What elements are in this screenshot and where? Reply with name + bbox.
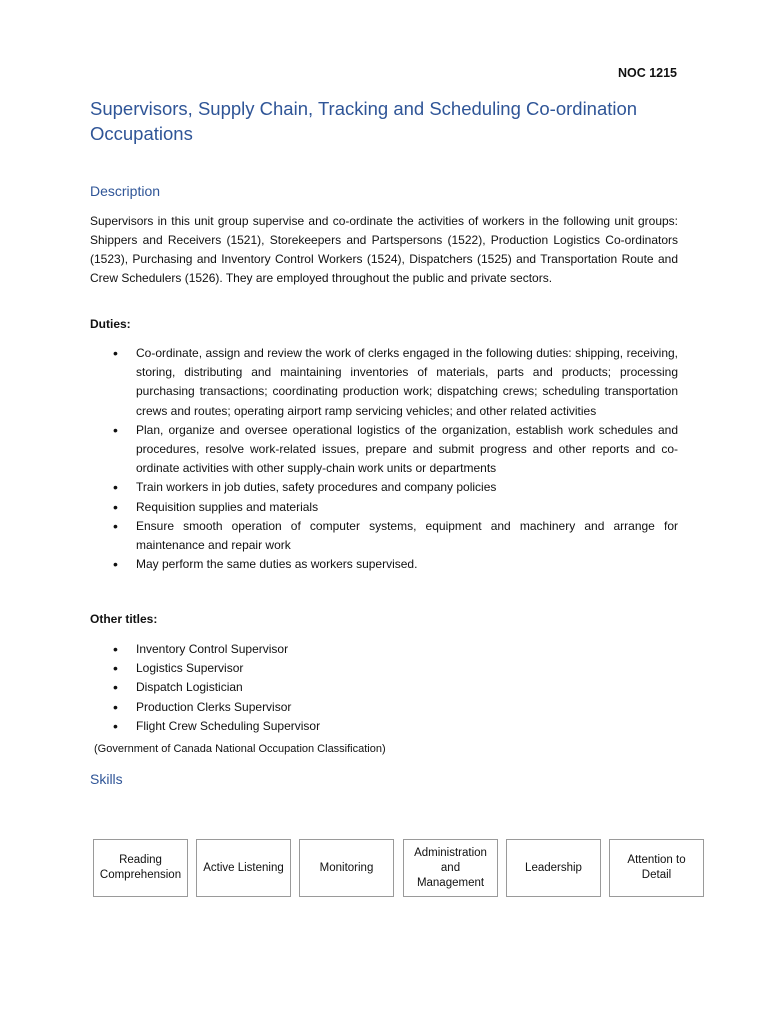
skills-boxes xyxy=(93,839,705,899)
duty-item: • Train workers in job duties, safety procedures and company policies xyxy=(90,478,678,497)
duties-list xyxy=(90,344,678,574)
page-title: Supervisors, Supply Chain, Tracking and Scheduling Co-ordination Occupations xyxy=(90,98,638,144)
other-title-item: • Logistics Supervisor xyxy=(90,659,678,678)
other-title-item: • Inventory Control Supervisor xyxy=(90,640,678,659)
other-title-item: • Flight Crew Scheduling Supervisor xyxy=(90,717,678,736)
other-titles-label: Other titles: xyxy=(90,612,158,626)
skills-heading: Skills xyxy=(90,771,123,787)
skill-box: Active Listening xyxy=(196,839,291,897)
duty-item: • Plan, organize and oversee operational logistics of the organization, establish work schedules and procedures, resolve work-related issues, prepare and submit progress and other reports and co-ordinate activities with other supply-chain work units or departments xyxy=(90,421,678,479)
description-heading: Description xyxy=(90,183,161,199)
skill-box: Reading Comprehension xyxy=(93,839,188,897)
duty-item: • Ensure smooth operation of computer systems, equipment and machinery and arrange for maintenance and repair work xyxy=(90,517,678,555)
duty-item: • Co-ordinate, assign and review the work of clerks engaged in the following duties: shipping, receiving, storing, distributing and maintaining inventories of materials, parts and products; processing purchasing transactions; coordinating production work; dispatching crews; scheduling transportation crews and routes; operating airport ramp servicing vehicles; and other related activities xyxy=(90,344,678,421)
duties-label: Duties: xyxy=(90,317,131,331)
other-title-item: • Dispatch Logistician xyxy=(90,678,678,697)
skill-box: Administration and Management xyxy=(403,839,498,897)
skill-box: Leadership xyxy=(506,839,601,897)
duty-item: • May perform the same duties as workers supervised. xyxy=(90,555,678,574)
noc-code: NOC 1215 xyxy=(617,66,677,80)
source-citation: (Government of Canada National Occupation Classification) xyxy=(94,743,386,755)
duty-item: • Requisition supplies and materials xyxy=(90,498,678,517)
skill-box: Monitoring xyxy=(299,839,394,897)
description-text: Supervisors in this unit group supervise and co-ordinate the activities of workers in the following unit groups: Shippers and Receivers (1521), Storekeepers and Partspersons (1522), Production Logistics Co-ordinators (1523), Purchasing and Inventory Control Workers (1524), Dispatchers (1525) and Transportation Route and Crew Schedulers (1526). They are employed throughout the public and private sectors. xyxy=(90,214,678,285)
skill-box: Attention to Detail xyxy=(609,839,704,897)
other-title-item: • Production Clerks Supervisor xyxy=(90,698,678,717)
other-titles-list xyxy=(90,640,678,736)
